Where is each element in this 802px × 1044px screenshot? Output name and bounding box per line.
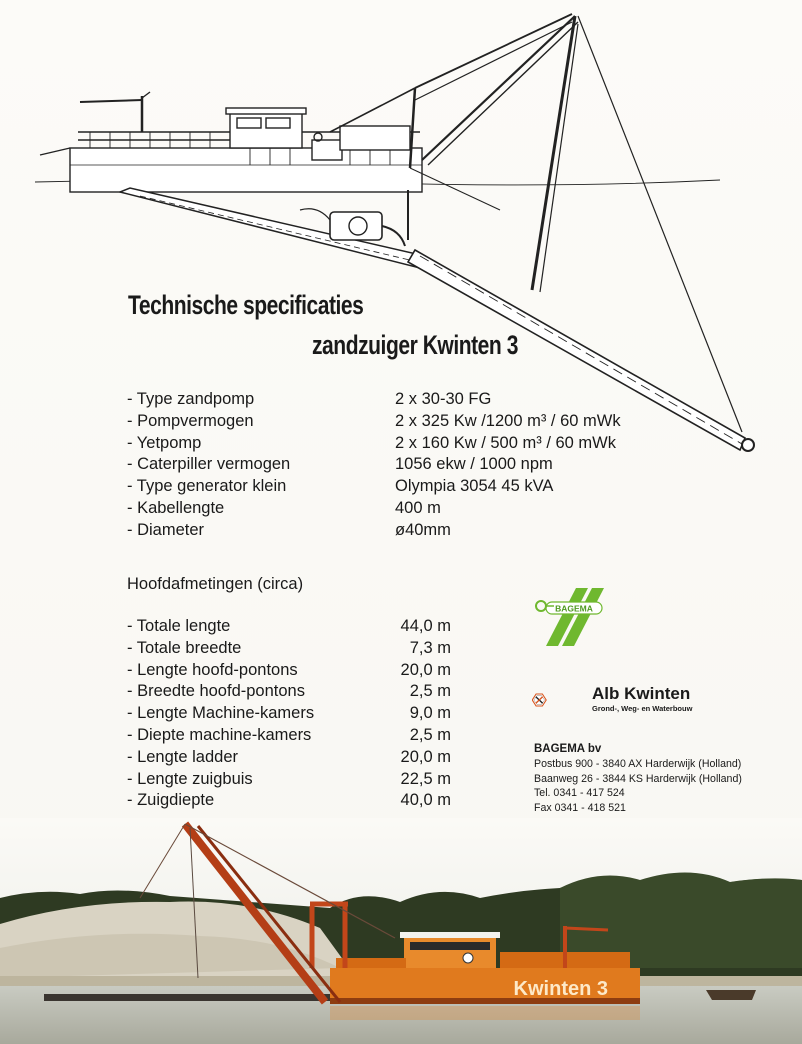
spec-value: ø40mm (395, 520, 451, 539)
spec-value: 1056 ekw / 1000 npm (395, 455, 553, 474)
spec-label: - Type generator klein (127, 477, 287, 496)
dimension-label: - Lengte ladder (127, 747, 238, 766)
spec-label: - Kabellengte (127, 498, 225, 517)
dimension-values (395, 616, 451, 812)
dimension-label: - Totale lengte (127, 617, 231, 635)
spec-label: - Caterpiller vermogen (127, 455, 291, 474)
fax-line: Fax 0341 - 418 521 (534, 801, 626, 814)
spec-value: 2 x 160 Kw / 500 m³ / 60 mWk (395, 433, 616, 452)
dimension-label: - Lengte Machine-kamers (127, 704, 315, 723)
dimension-label: - Diepte machine-kamers (127, 725, 312, 744)
dimension-label: - Breedte hoofd-pontons (127, 682, 305, 701)
vessel-name: Kwinten 3 (513, 978, 608, 1000)
dimension-value: 9,0 m (409, 704, 451, 723)
spec-value: Olympia 3054 45 kVA (395, 477, 554, 496)
phone-line: Tel. 0341 - 417 524 (534, 787, 625, 799)
dimension-label: - Totale breedte (127, 638, 242, 657)
dimension-value: 44,0 m (400, 617, 451, 635)
dimension-value: 2,5 m (409, 682, 451, 701)
dimension-label: - Zuigdiepte (127, 791, 215, 810)
dimension-label: - Lengte hoofd-pontons (127, 660, 298, 679)
dimension-label: - Lengte zuigbuis (127, 769, 253, 788)
dimension-value: 20,0 m (400, 747, 451, 766)
dimension-value: 40,0 m (400, 791, 451, 810)
spec-label: - Diameter (127, 520, 205, 539)
spec-values (395, 389, 621, 542)
dimension-labels (127, 616, 314, 812)
bagema-logo (530, 586, 608, 648)
dredger-photo (0, 818, 802, 1044)
dimension-value: 2,5 m (409, 725, 451, 744)
dimensions-heading: Hoofdafmetingen (circa) (127, 575, 304, 593)
address-line: Baanweg 26 - 3844 KS Harderwijk (Holland) (534, 772, 742, 785)
address-block (534, 741, 742, 815)
dimension-value: 22,5 m (400, 769, 451, 788)
alb-kwinten-logo (532, 676, 592, 724)
spec-labels (127, 389, 290, 542)
alb-kwinten-subtitle: Grond-, Weg- en Waterbouw (592, 704, 693, 713)
spec-label: - Pompvermogen (127, 411, 254, 430)
title-line-1: Technische specificaties (128, 290, 364, 320)
spec-value: 2 x 325 Kw /1200 m³ / 60 mWk (395, 411, 621, 430)
dimension-value: 20,0 m (400, 660, 451, 679)
address-line: Postbus 900 - 3840 AX Harderwijk (Holland) (534, 758, 742, 770)
alb-kwinten-name: Alb Kwinten (592, 684, 691, 703)
title-line-2: zandzuiger Kwinten 3 (312, 330, 518, 360)
spec-value: 2 x 30-30 FG (395, 390, 492, 408)
spec-value: 400 m (395, 498, 441, 517)
company-name: BAGEMA bv (534, 743, 602, 755)
spec-label: - Type zandpomp (127, 390, 255, 408)
bagema-logo-text: BAGEMA (555, 603, 593, 614)
spec-label: - Yetpomp (127, 433, 202, 452)
dimension-value: 7,3 m (409, 638, 451, 657)
